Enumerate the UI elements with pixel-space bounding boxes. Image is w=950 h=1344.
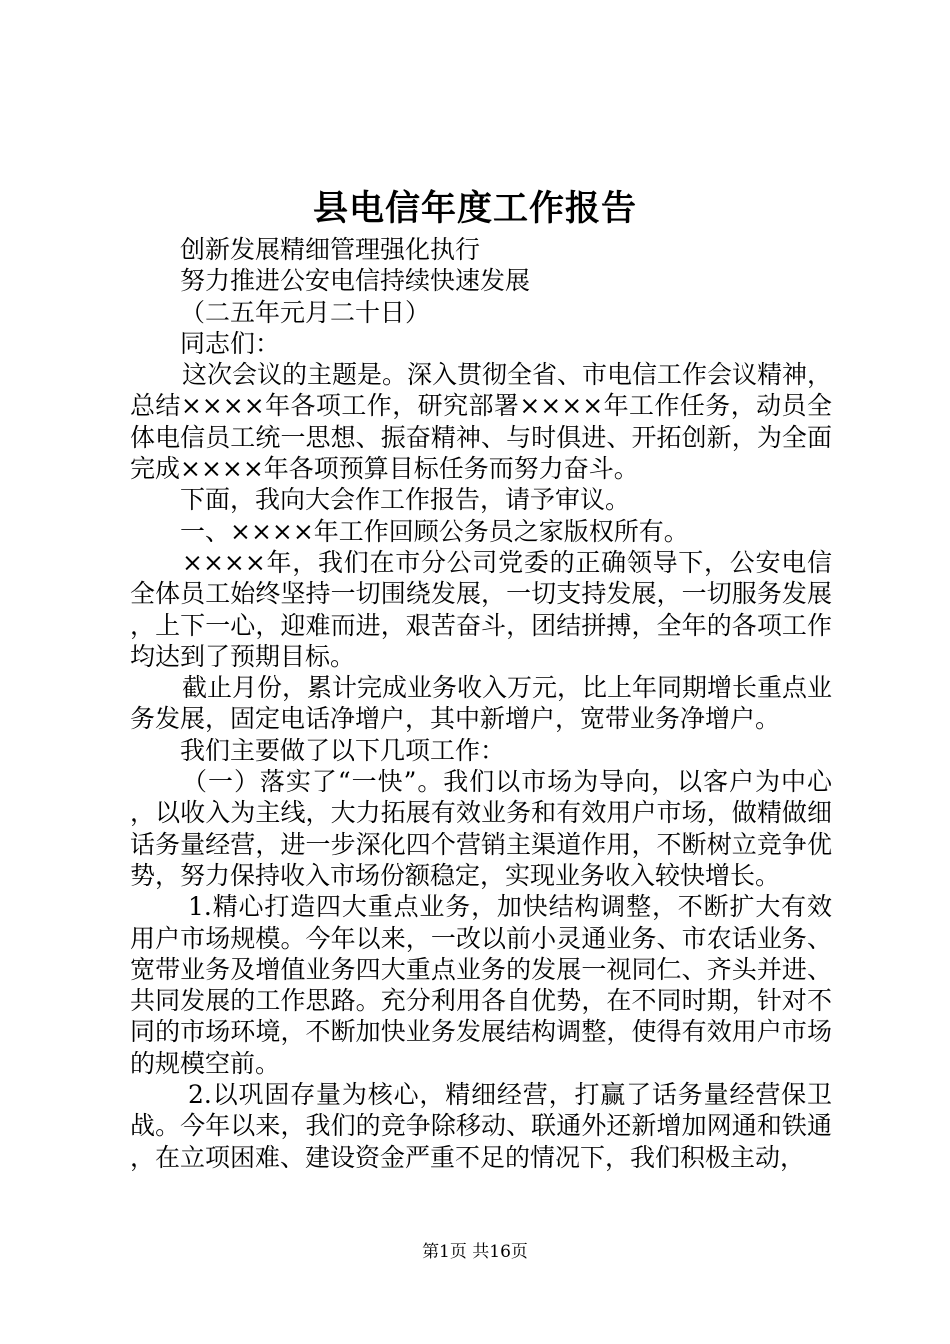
subtitle-line-2: 努力推进公安电信持续快速发展 [180,266,531,296]
paragraph: ××××年，我们在市分公司党委的正确领导下，公安电信全体员工始终坚持一切围绕发展，一切支持发展，一切服务发展，上下一心，迎难而进，艰苦奋斗，团结拼搏，全年的各项工作均达到了预期目标。 [130,547,832,671]
paragraph: 这次会议的主题是。深入贯彻全省、市电信工作会议精神，总结××××年各项工作，研究部署××××年工作任务，动员全体电信员工统一思想、振奋精神、与时俱进、开拓创新，为全面完成××××年各项预算目标任务而努力奋斗。 [130,360,833,484]
page-number-footer: 第1页 共16页 [422,1242,528,1262]
paragraph: 截止月份，累计完成业务收入万元，比上年同期增长重点业务发展，固定电话净增户，其中新增户，宽带业务净增户。 [130,673,833,734]
paragraph: 我们主要做了以下几项工作： [180,735,506,765]
paragraph: （一）落实了“一快”。我们以市场为导向，以客户为中心，以收入为主线，大力拓展有效业务和有效用户市场，做精做细话务量经营，进一步深化四个营销主渠道作用，不断树立竞争优势，努力保持收入市场份额稳定，实现业务收入较快增长。 [130,767,832,890]
paragraph: 1.精心打造四大重点业务，加快结构调整，不断扩大有效用户市场规模。今年以来，一改以前小灵通业务、市农话业务、宽带业务及增值业务四大重点业务的发展一视同仁、齐头并进、共同发展的工作思路。充分利用各自优势，在不同时期，针对不同的市场环境，不断加快业务发展结构调整，使得有效用户市场的规模空前。 [130,892,832,1078]
paragraph: 2.以巩固存量为核心，精细经营，打赢了话务量经营保卫战。今年以来，我们的竞争除移动、联通外还新增加网通和铁通，在立项困难、建设资金严重不足的情况下，我们积极主动， [130,1080,832,1172]
subtitle-line-1: 创新发展精细管理强化执行 [180,235,481,264]
report-date: （二五年元月二十日） [180,297,431,327]
section-heading: 一、××××年工作回顾公务员之家版权所有。 [180,516,689,546]
document-body [130,234,832,1173]
document-title: 县电信年度工作报告 [312,188,637,229]
salutation: 同志们： [180,328,281,358]
paragraph: 下面，我向大会作工作报告，请予审议。 [180,485,631,515]
